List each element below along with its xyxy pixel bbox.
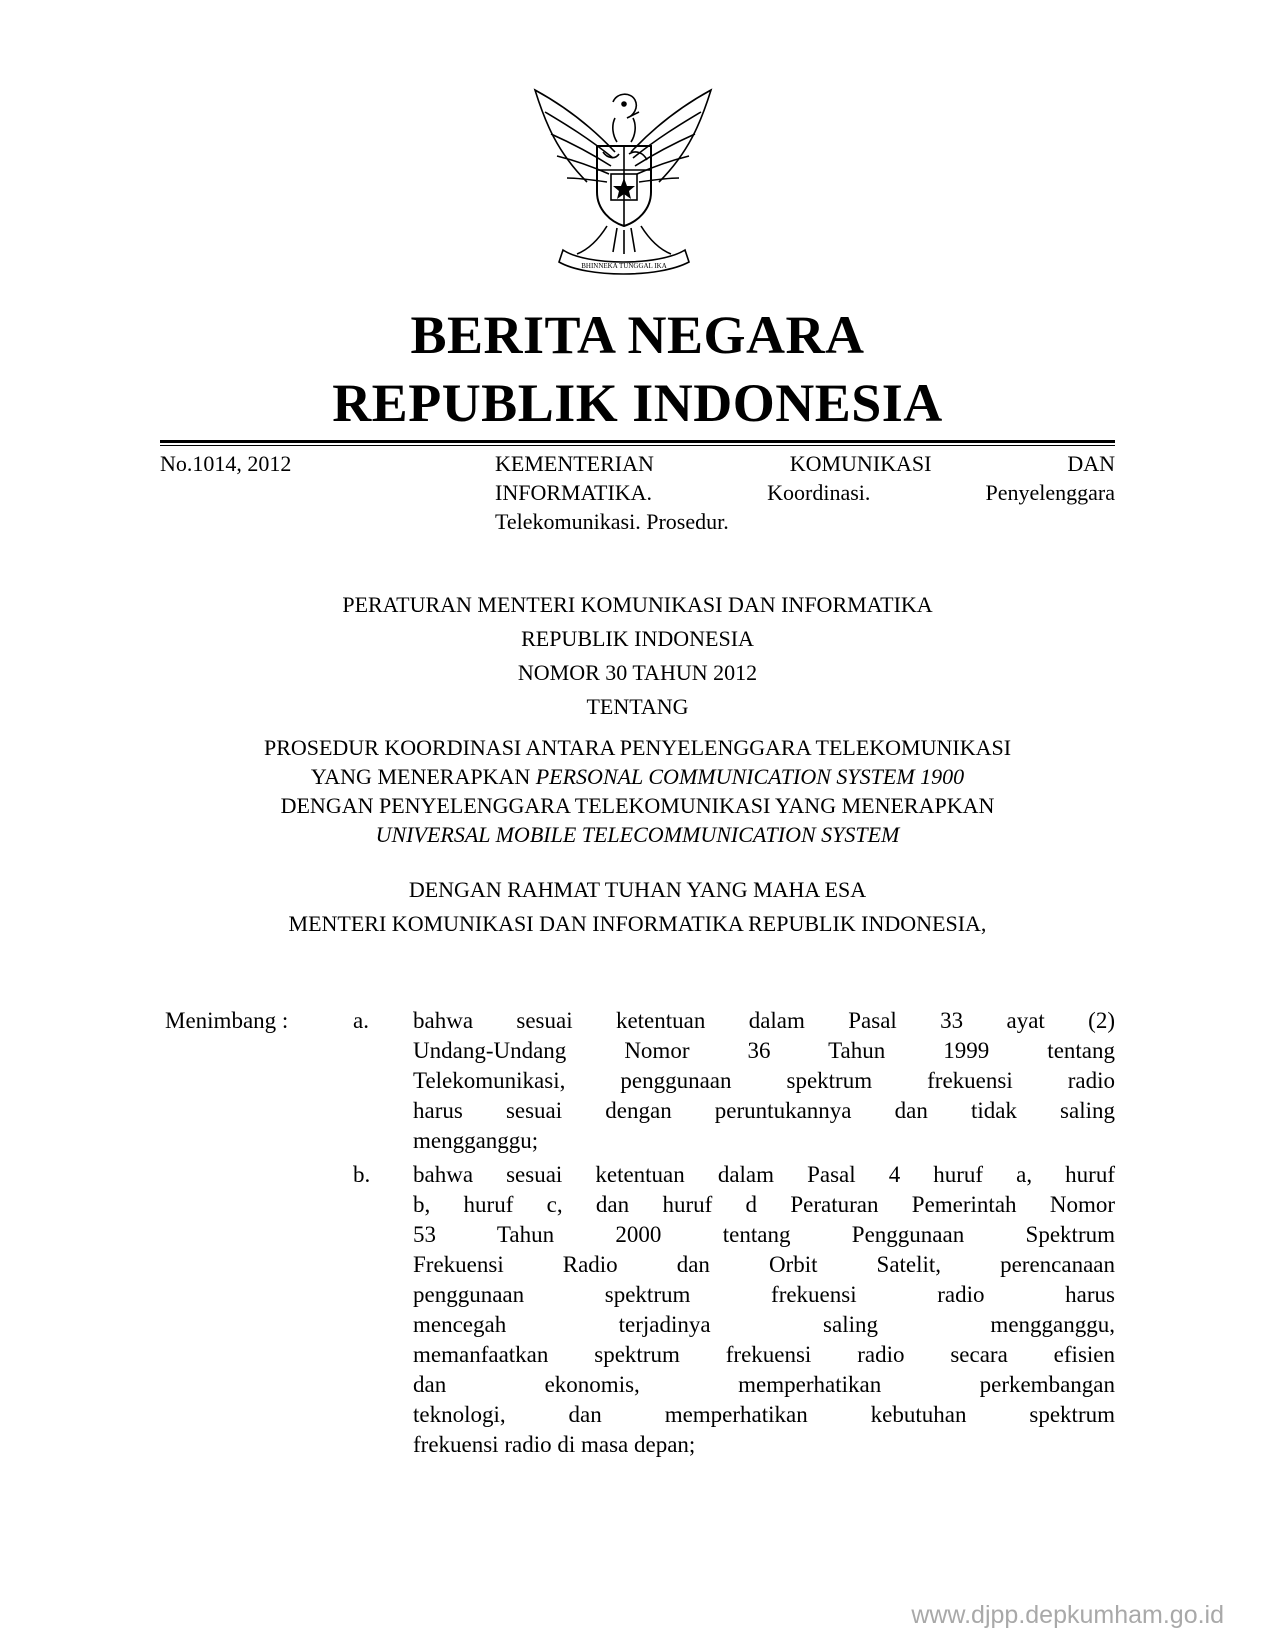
paragraph-line: mencegah terjadinya saling mengganggu,: [413, 1312, 1115, 1337]
paragraph-line: Frekuensi Radio dan Orbit Satelit, perencanaan: [413, 1252, 1115, 1277]
document-subject: [495, 449, 1115, 536]
consideration-paragraph: [413, 1160, 1115, 1460]
rahmat-line: DENGAN RAHMAT TUHAN YANG MAHA ESA: [408, 877, 867, 902]
regulation-title: [160, 588, 1115, 724]
paragraph-line: teknologi, dan memperhatikan kebutuhan spektrum: [413, 1402, 1115, 1427]
source-watermark: www.djpp.depkumham.go.id: [911, 1601, 1224, 1629]
regulation-title-line: TENTANG: [586, 694, 689, 719]
subtitle-line: UNIVERSAL MOBILE TELECOMMUNICATION SYSTEM: [375, 822, 900, 847]
emblem-motto: BHINNEKA TUNGGAL IKA: [581, 262, 667, 270]
considerations-label-text: Menimbang: [165, 1008, 277, 1033]
paragraph-line: Undang-Undang Nomor 36 Tahun 1999 tentang: [413, 1038, 1115, 1063]
subject-line: Telekomunikasi. Prosedur.: [495, 509, 729, 534]
subtitle-line: PROSEDUR KOORDINASI ANTARA PENYELENGGARA TELEKOMUNIKASI: [263, 735, 1012, 760]
subtitle-line: [160, 762, 1115, 791]
preamble: [160, 873, 1115, 941]
garuda-emblem-icon: [527, 82, 719, 282]
paragraph-line: dan ekonomis, memperhatikan perkembangan: [413, 1372, 1115, 1397]
paragraph-line: b, huruf c, dan huruf d Peraturan Pemerintah Nomor: [413, 1192, 1115, 1217]
regulation-title-line: NOMOR 30 TAHUN 2012: [517, 660, 758, 685]
subtitle-prefix: YANG MENERAPKAN: [310, 764, 536, 789]
considerations-label: [165, 1006, 288, 1035]
paragraph-line: harus sesuai dengan peruntukannya dan tidak saling: [413, 1098, 1115, 1123]
subject-line: KEMENTERIAN KOMUNIKASI DAN: [495, 451, 1115, 476]
item-marker: a.: [353, 1008, 369, 1033]
subject-line: INFORMATIKA. Koordinasi. Penyelenggara: [495, 480, 1115, 505]
subtitle-line: DENGAN PENYELENGGARA TELEKOMUNIKASI YANG MENERAPKAN: [280, 793, 995, 818]
considerations-separator: :: [281, 1008, 289, 1033]
consideration-paragraph: [413, 1006, 1115, 1156]
paragraph-line: mengganggu;: [413, 1128, 539, 1153]
paragraph-line: Telekomunikasi, penggunaan spektrum frekuensi radio: [413, 1068, 1115, 1093]
item-marker: b.: [353, 1162, 371, 1187]
regulation-title-line: REPUBLIK INDONESIA: [521, 626, 754, 651]
regulation-title-line: PERATURAN MENTERI KOMUNIKASI DAN INFORMATIKA: [342, 592, 933, 617]
paragraph-line: memanfaatkan spektrum frekuensi radio secara efisien: [413, 1342, 1115, 1367]
subtitle-italic: PERSONAL COMMUNICATION SYSTEM 1900: [535, 764, 965, 789]
header-divider: [160, 440, 1115, 443]
document-number: No.1014, 2012: [160, 451, 292, 476]
paragraph-line: 53 Tahun 2000 tentang Penggunaan Spektrum: [413, 1222, 1115, 1247]
minister-line: MENTERI KOMUNIKASI DAN INFORMATIKA REPUBLIK INDONESIA,: [288, 911, 987, 936]
regulation-subtitle: [160, 733, 1115, 849]
paragraph-line: frekuensi radio di masa depan;: [413, 1432, 696, 1457]
header-divider-thin: [160, 445, 1115, 446]
masthead-subtitle: REPUBLIK INDONESIA: [332, 373, 943, 433]
masthead-title: BERITA NEGARA: [410, 305, 865, 365]
paragraph-line: bahwa sesuai ketentuan dalam Pasal 4 huruf a, huruf: [413, 1162, 1115, 1187]
paragraph-line: bahwa sesuai ketentuan dalam Pasal 33 ayat (2): [413, 1008, 1115, 1033]
paragraph-line: penggunaan spektrum frekuensi radio harus: [413, 1282, 1115, 1307]
